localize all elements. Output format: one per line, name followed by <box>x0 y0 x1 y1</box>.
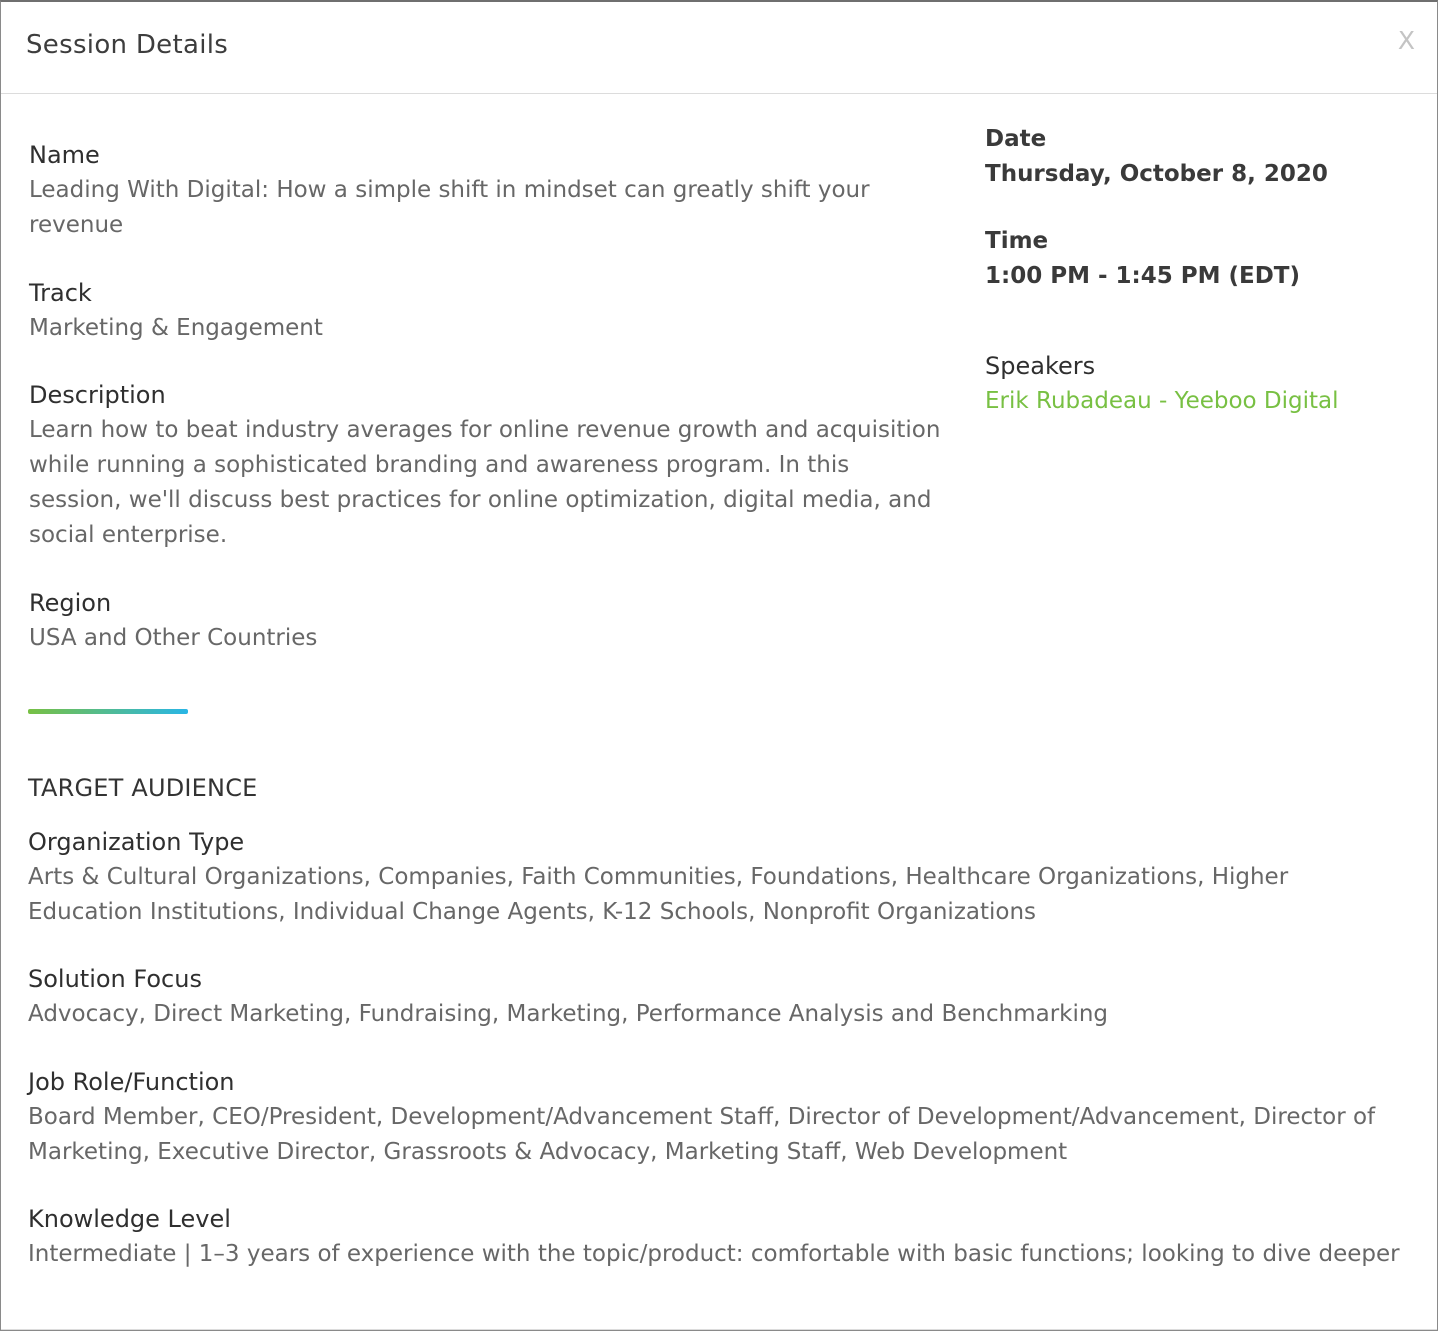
track-label: Track <box>29 279 92 307</box>
time-value: 1:00 PM - 1:45 PM (EDT) <box>985 263 1301 289</box>
footer-divider <box>1 1329 1437 1330</box>
track-value: Marketing & Engagement <box>29 315 323 341</box>
modal-title: Session Details <box>26 30 229 60</box>
speaker-link[interactable]: Erik Rubadeau - Yeeboo Digital <box>985 388 1339 414</box>
job-role-value: Board Member, CEO/President, Development/Advancement Staff, Director of Development/Advancement, Director of Marketing, Executive Director, Grassroots & Advocacy, Marketing Staff, Web Development <box>28 1104 1376 1165</box>
date-label: Date <box>985 126 1047 152</box>
close-button[interactable]: X <box>1397 26 1415 55</box>
job-role-label: Job Role/Function <box>28 1068 235 1096</box>
organization-type-label: Organization Type <box>28 828 245 856</box>
modal-header <box>1 2 1437 94</box>
time-label: Time <box>985 228 1049 254</box>
organization-type-value: Arts & Cultural Organizations, Companies, Faith Communities, Foundations, Healthcare Organizations, Higher Education Institutions, Individual Change Agents, K-12 Schools, Nonprofit Organizations <box>28 864 1289 925</box>
knowledge-level-label: Knowledge Level <box>28 1205 231 1233</box>
name-label: Name <box>29 141 100 169</box>
target-audience-heading: TARGET AUDIENCE <box>28 774 258 802</box>
description-label: Description <box>29 381 166 409</box>
date-value: Thursday, October 8, 2020 <box>985 161 1328 187</box>
name-value: Leading With Digital: How a simple shift in mindset can greatly shift your revenue <box>29 177 870 238</box>
knowledge-level-value: Intermediate | 1–3 years of experience with the topic/product: comfortable with basic functions; looking to dive deeper <box>28 1241 1400 1267</box>
solution-focus-label: Solution Focus <box>28 965 202 993</box>
region-value: USA and Other Countries <box>29 625 318 651</box>
region-label: Region <box>29 589 112 617</box>
solution-focus-value: Advocacy, Direct Marketing, Fundraising, Marketing, Performance Analysis and Benchmarking <box>28 1001 1109 1027</box>
section-divider <box>28 709 188 714</box>
description-value: Learn how to beat industry averages for online revenue growth and acquisition while running a sophisticated branding and awareness program. In this session, we'll discuss best practices for online optimization, digital media, and social enterprise. <box>29 417 941 548</box>
speakers-label: Speakers <box>985 352 1096 380</box>
